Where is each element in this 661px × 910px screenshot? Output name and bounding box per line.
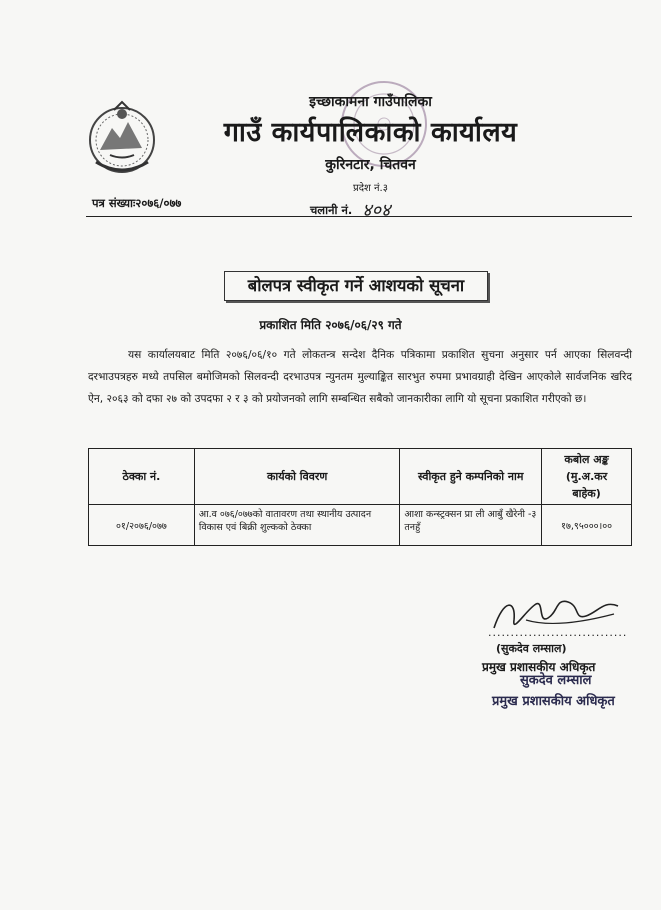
published-date: प्रकाशित मिति २०७६/०६/२९ गते bbox=[259, 318, 402, 332]
office-address: कुरिनटार, चितवन bbox=[325, 157, 416, 173]
designation-stamp: प्रमुख प्रशासकीय अधिकृत bbox=[492, 694, 615, 709]
dispatch-label: चलानी नं. bbox=[310, 203, 353, 217]
col-contract-no: ठेक्का नं. bbox=[89, 449, 195, 505]
cell-bid-amount: १७,९५०००।०० bbox=[542, 505, 632, 546]
dispatch-number: ४०४ bbox=[362, 200, 391, 221]
header-divider bbox=[86, 216, 632, 217]
municipality-name: इच्छाकामना गाउँपालिका bbox=[309, 94, 432, 110]
col-bid-amount-line1: कबोल अङ्क bbox=[564, 453, 609, 466]
signatory-name: (सुकदेव लम्साल) bbox=[496, 642, 567, 655]
letter-number: पत्र संख्याः२०७६/०७७ bbox=[92, 196, 182, 210]
table-header-row bbox=[89, 449, 632, 505]
col-bid-amount-line3: बाहेक) bbox=[572, 487, 601, 500]
notice-title: बोलपत्र स्वीकृत गर्ने आशयको सूचना bbox=[224, 271, 488, 301]
signatory-designation: प्रमुख प्रशासकीय अधिकृत bbox=[482, 660, 596, 674]
cell-work-description: आ.व ०७६/०७७को वातावरण तथा स्थानीय उत्पादन विकास एवं बिक्री शुल्कको ठेक्का bbox=[194, 505, 400, 546]
office-title: गाउँ कार्यपालिकाको कार्यालय bbox=[223, 117, 518, 148]
cell-company-name: आशा कन्स्ट्रक्सन प्रा ली आबुँ खैरेनी -३ तनहुँ bbox=[400, 505, 542, 546]
cell-contract-no: ०१/२०७६/०७७ bbox=[89, 505, 195, 546]
signature-line: ............................... bbox=[488, 626, 628, 639]
province-label: प्रदेश नं.३ bbox=[353, 183, 388, 194]
name-stamp: सुकदेव लम्साल bbox=[520, 673, 592, 688]
notice-body: यस कार्यालयबाट मिति २०७६/०६/१० गते लोकतन्त्र सन्देश दैनिक पत्रिकामा प्रकाशित सुचना अनुसार पर्न आएका सिलवन्दी दरभाउपत्रहरु मध्ये तपसिल बमोजिमको सिलवन्दी दरभाउपत्र न्युनतम मुल्याङ्कित सारभुत रुपमा प्रभावग्राही देखिन आएकोले सार्वजनिक खरिद ऐन, २०६३ को दफा २७ को उपदफा २ र ३ को प्रयोजनको लागि सम्बन्धित सबैको जानकारीका लागि यो सूचना प्रकाशित गरीएको छ। bbox=[88, 349, 632, 405]
awarded-contract-table bbox=[88, 448, 632, 546]
col-company-name: स्वीकृत हुने कम्पनिको नाम bbox=[400, 449, 542, 505]
table-row bbox=[89, 505, 632, 546]
col-work-description: कार्यको विवरण bbox=[194, 449, 400, 505]
col-bid-amount bbox=[542, 449, 632, 505]
col-bid-amount-line2: (मु.अ.कर bbox=[565, 470, 608, 483]
